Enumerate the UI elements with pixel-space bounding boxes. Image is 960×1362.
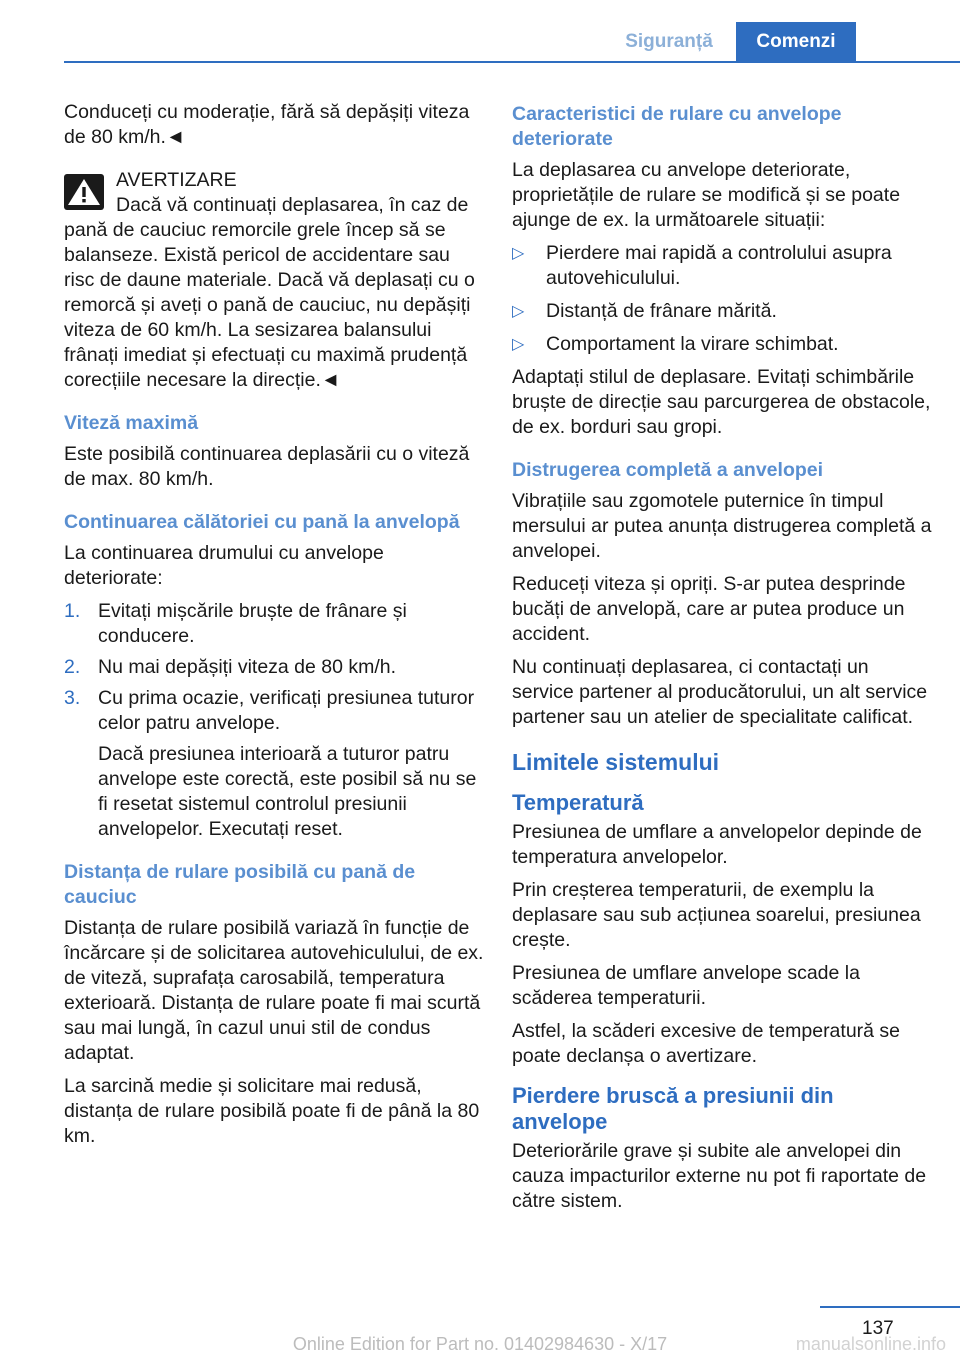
warning-title: AVERTIZARE bbox=[116, 169, 237, 191]
heading-temperature: Temperatură bbox=[512, 790, 644, 815]
list-item bbox=[64, 655, 484, 680]
list-item bbox=[64, 599, 484, 649]
right-column bbox=[512, 100, 932, 1222]
header-divider bbox=[64, 61, 960, 63]
page-number: 137 bbox=[862, 1318, 894, 1339]
triangle-bullet-icon: ▷ bbox=[512, 336, 525, 353]
triangle-bullet-icon: ▷ bbox=[512, 245, 525, 262]
bullet-text: Pierdere mai rapidă a controlului asupra autovehiculului. bbox=[546, 242, 892, 289]
section-paragraph: Presiunea de umflare anvelope scade la scăderea temperaturii. bbox=[512, 962, 860, 1009]
section-paragraph: Este posibilă continuarea deplasării cu o viteză de max. 80 km/h. bbox=[64, 443, 470, 490]
section-title: Distanța de rulare posibilă cu pană de cauciuc bbox=[64, 861, 416, 908]
list-item bbox=[512, 241, 932, 291]
tab-comenzi[interactable]: Comenzi bbox=[736, 22, 856, 62]
section-paragraph: La deplasarea cu anvelope deteriorate, proprietățile de rulare se modifică și se poate ajunge de ex. la următoarele situații: bbox=[512, 159, 901, 231]
section-paragraph: Reduceți viteza și opriți. S-ar putea desprinde bucăți de anvelopă, care ar putea produce un accident. bbox=[512, 573, 906, 645]
section-title: Viteză maximă bbox=[64, 412, 199, 434]
section-title: Continuarea călătoriei cu pană la anvelopă bbox=[64, 511, 460, 533]
warning-block bbox=[64, 168, 484, 393]
step-note: Dacă presiunea interioară a tuturor patru anvelope este corectă, este posibil să nu se fi resetat sistemul controlul presiunii anvelopelor. Executați reset. bbox=[98, 743, 477, 840]
watermark: manualsonline.info bbox=[795, 1334, 946, 1354]
section-paragraph: Adaptați stilul de deplasare. Evitați schimbările bruște de direcție sau parcurgerea de obstacole, de ex. borduri sau gropi. bbox=[512, 366, 931, 438]
tab-siguranta[interactable]: Siguranță bbox=[625, 31, 713, 52]
footer-divider bbox=[820, 1306, 960, 1308]
section-paragraph: Distanța de rulare posibilă variază în funcție de încărcare și de solicitarea autovehiculului, de ex. de viteză, suprafața carosabilă, temperatura exterioară. Distanța de rulare poate fi mai scurtă sau mai lungă, în cazul unui stil de condus adaptat. bbox=[64, 917, 484, 1064]
warning-triangle-icon bbox=[64, 174, 104, 210]
bullet-text: Distanță de frânare mărită. bbox=[546, 300, 777, 322]
step-text: Nu mai depășiți viteza de 80 km/h. bbox=[98, 656, 397, 678]
warning-first-line: Dacă vă continuați deplasarea, în caz de bbox=[116, 194, 469, 216]
step-number: 2. bbox=[64, 656, 81, 678]
step-text: Evitați mișcările bruște de frânare și conducere. bbox=[98, 600, 407, 647]
intro-paragraph: Conduceți cu moderație, fără să depășiți viteza de 80 km/h.◄ bbox=[64, 101, 470, 148]
step-number: 3. bbox=[64, 687, 81, 709]
warning-text: pană de cauciuc remorcile grele încep să se balanseze. Există pericol de accidentare sau risc de daune materiale. Dacă vă deplasați cu o remorcă și aveți o pană de cauciuc, nu depășiți viteza de 60 km/h. La sesizarea balansului frânați imediat și efectuați cu maximă prudență corecțiile necesare la direcție.◄ bbox=[64, 219, 475, 391]
triangle-bullet-icon: ▷ bbox=[512, 303, 525, 320]
section-paragraph: La continuarea drumului cu anvelope deteriorate: bbox=[64, 542, 384, 589]
step-number: 1. bbox=[64, 600, 81, 622]
section-paragraph: Astfel, la scăderi excesive de temperatură se poate declanșa o avertizare. bbox=[512, 1020, 901, 1067]
section-paragraph: Vibrațiile sau zgomotele puternice în timpul mersului ar putea anunța distrugerea completă a anvelopei. bbox=[512, 490, 932, 562]
left-column bbox=[64, 100, 484, 1157]
section-paragraph: Prin creșterea temperaturii, de exemplu la deplasare sau sub acțiunea soarelui, presiunea crește. bbox=[512, 879, 921, 951]
list-item bbox=[512, 332, 932, 357]
heading-limits: Limitele sistemului bbox=[512, 749, 720, 775]
section-paragraph: Nu continuați deplasarea, ci contactați un service partener al producătorului, un alt service partener sau un atelier de specialitate calificat. bbox=[512, 656, 928, 728]
bullet-text: Comportament la virare schimbat. bbox=[546, 333, 839, 355]
section-paragraph: La sarcină medie și solicitare mai redusă, distanța de rulare posibilă poate fi de până la 80 km. bbox=[64, 1075, 480, 1147]
page-header bbox=[0, 0, 960, 62]
step-text: Cu prima ocazie, verificați presiunea tuturor celor patru anvelope. bbox=[98, 687, 475, 734]
list-item bbox=[64, 686, 484, 842]
edition-footer: Online Edition for Part no. 01402984630 - X/17 bbox=[292, 1334, 668, 1354]
section-paragraph: Presiunea de umflare a anvelopelor depinde de temperatura anvelopelor. bbox=[512, 821, 922, 868]
section-title: Caracteristici de rulare cu anvelope deteriorate bbox=[512, 103, 842, 150]
bullet-list bbox=[512, 241, 932, 357]
steps-list bbox=[64, 599, 484, 842]
list-item bbox=[512, 299, 932, 324]
section-paragraph: Deteriorările grave și subite ale anvelopei din cauza impacturilor externe nu pot fi raportate de către sistem. bbox=[512, 1140, 927, 1212]
section-title: Distrugerea completă a anvelopei bbox=[512, 459, 824, 481]
heading-pressure-loss: Pierdere bruscă a presiunii din anvelope bbox=[512, 1083, 834, 1134]
